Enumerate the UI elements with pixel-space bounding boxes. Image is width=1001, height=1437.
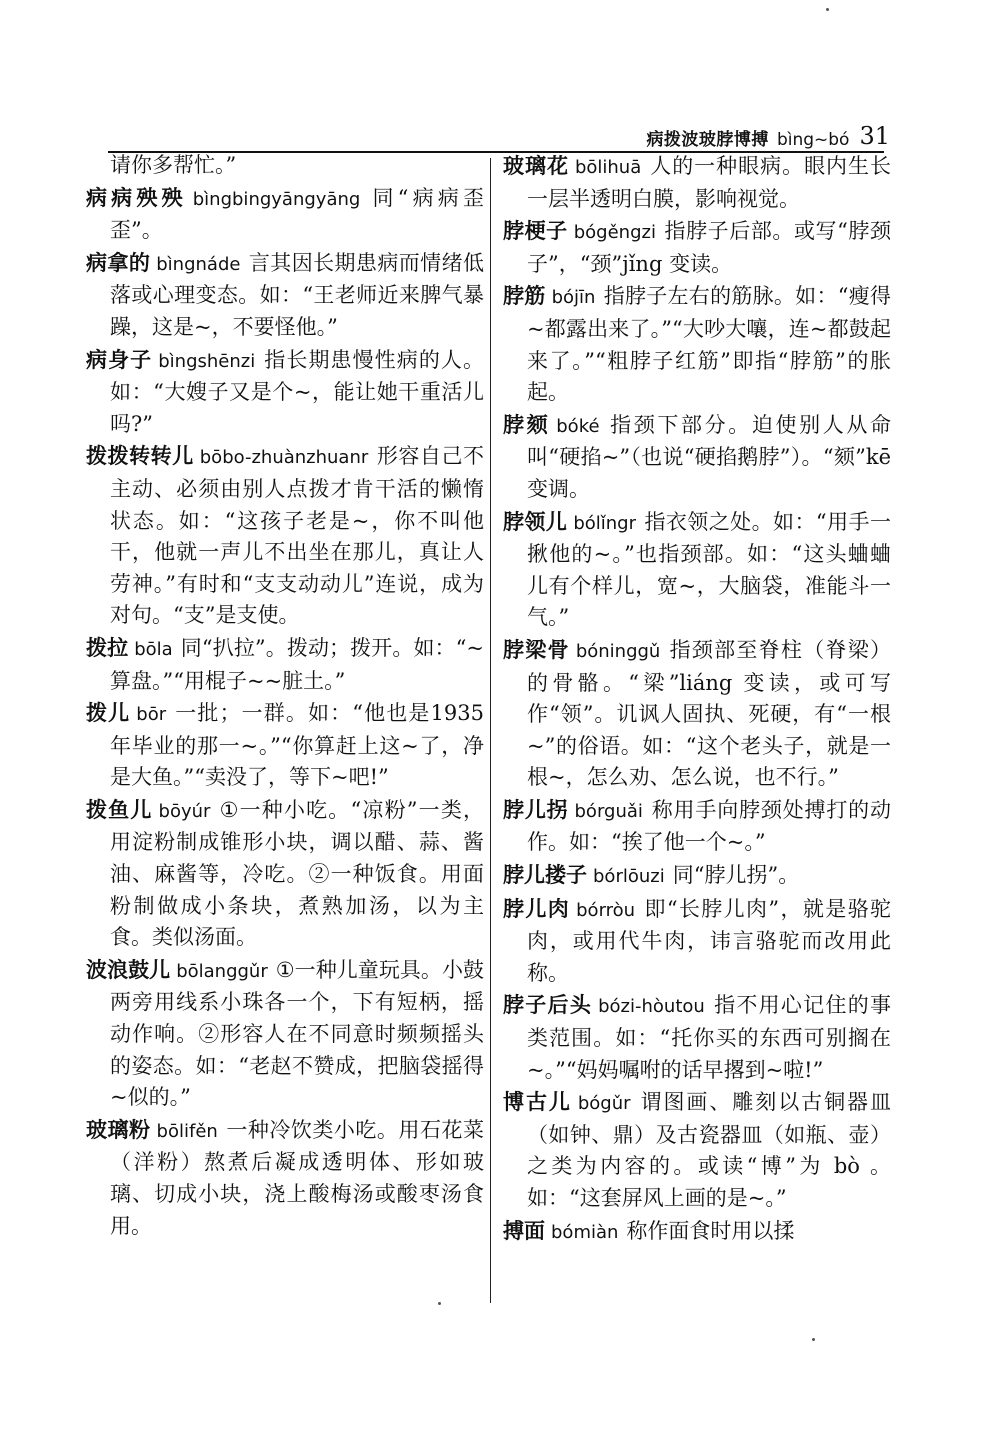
entry-definition: 同“扒拉”。拨动；拨开。如：“~算盘。”“用棍子~~脏土。” [110, 635, 484, 693]
entry-pinyin: bórròu [576, 899, 636, 921]
scan-speck [826, 8, 829, 11]
running-header [600, 120, 890, 150]
dictionary-entry [86, 182, 484, 247]
entry-definition: ①一种小吃。“凉粉”一类，用淀粉制成锥形小块，调以醋、蒜、酱油、麻酱等，冷吃。②一种饭食。用面粉制做成小条块，煮熟加汤，以为主食。类似汤面。 [110, 797, 484, 950]
entry-definition: 指长期患慢性病的人。如：“大嫂子又是个~，能让她干重活儿吗?” [110, 347, 484, 436]
entry-pinyin: bōr [136, 704, 167, 726]
entry-definition: 即“长脖儿肉”，就是骆驼肉，或用代牛肉，讳言骆驼而改用此称。 [527, 896, 891, 985]
dictionary-entry [503, 989, 891, 1086]
entry-headword: 玻璃粉 [86, 1116, 151, 1142]
entry-pinyin: bìngbingyāngyāng [192, 188, 361, 210]
entry-pinyin: bóninggǔ [575, 640, 661, 662]
entry-pinyin: bórlōuzi [593, 866, 665, 888]
dictionary-entry [86, 344, 484, 441]
left-column [86, 150, 484, 1242]
dictionary-entry [503, 409, 891, 506]
entry-pinyin: bógǔr [577, 1093, 631, 1115]
entry-headword: 脖颏 [503, 411, 551, 437]
entry-definition: 一种冷饮类小吃。用石花菜（洋粉）熬煮后凝成透明体、形如玻璃、切成小块，浇上酸梅汤或酸枣汤食用。 [110, 1117, 484, 1238]
dictionary-entry [503, 893, 891, 990]
entry-definition: 同“脖儿拐”。 [672, 863, 800, 888]
entry-headword: 拨儿 [86, 700, 131, 726]
entry-headword: 病身子 [86, 346, 153, 372]
dictionary-entry [86, 1114, 484, 1242]
dictionary-entry [86, 794, 484, 954]
entry-pinyin: bōla [134, 638, 173, 660]
entry-pinyin: bójīn [551, 287, 596, 309]
entry-pinyin: bógěngzi [573, 222, 656, 244]
entry-headword: 玻璃花 [503, 153, 569, 178]
entry-definition: 指脖子后部。或写“脖颈子”，“颈”jǐng 变读。 [527, 219, 891, 276]
dictionary-entry [86, 247, 484, 344]
scan-speck [438, 1302, 441, 1305]
entry-definition: 人的一种眼病。眼内生长一层半透明白膜，影响视觉。 [527, 154, 892, 211]
entry-definition: 指不用心记住的事类范围。如：“托你买的东西可别搁在~。”“妈妈嘱咐的话早撂到~啦!” [527, 993, 892, 1082]
entry-headword: 脖子后头 [503, 992, 593, 1018]
dictionary-entry [86, 632, 484, 697]
entry-definition: 指颈部至脊柱（脊梁）的骨骼。“梁”liáng 变读，或可写作“领”。讥讽人固执、死硬，有“一根~”的俗语。如：“这个老头子，就是一根~，怎么劝、怎么说，也不行。” [527, 637, 892, 790]
entry-pinyin: bórguǎi [574, 800, 643, 822]
entry-headword: 脖梁骨 [503, 636, 570, 662]
dictionary-entry [86, 697, 484, 794]
entry-pinyin: bólǐngr [573, 512, 636, 534]
entry-definition: 指脖子左右的筋脉。如：“瘦得~都露出来了。”“大吵大嚷，连~都鼓起来了。”“粗脖子红筋”即指“脖筋”的胀起。 [527, 284, 891, 405]
entry-pinyin: bìngshēnzi [158, 350, 256, 372]
entry-headword: 脖领儿 [503, 508, 568, 534]
dictionary-entry [86, 954, 484, 1114]
entry-definition: 同“病病歪歪”。 [110, 185, 484, 243]
entry-definition: ①一种儿童玩具。小鼓两旁用线系小珠各一个，下有短柄，摇动作响。②形容人在不同意时频频摇头的姿态。如：“老赵不赞成，把脑袋摇得~似的。” [110, 957, 485, 1110]
entry-pinyin: bōyúr [158, 800, 211, 822]
entry-pinyin: bómiàn [551, 1221, 619, 1243]
dictionary-entry [503, 506, 891, 634]
page-number: 31 [859, 122, 890, 150]
entry-headword: 病拿的 [86, 249, 151, 275]
entry-headword: 拨拉 [86, 634, 129, 660]
entry-headword: 脖梗子 [503, 218, 568, 244]
header-characters: 病拨波玻脖博搏 [646, 130, 769, 150]
entry-definition: 指衣领之处。如：“用手一揪他的~。”也指颈部。如：“这头蛐蛐儿有个样儿，宽~，大脑袋，准能斗一气。” [527, 509, 891, 630]
entry-definition: 称作面食时用以揉 [626, 1218, 795, 1243]
dictionary-entry [503, 1086, 891, 1214]
entry-headword: 搏面 [503, 1217, 545, 1243]
entry-headword: 拨拨转转儿 [86, 443, 194, 469]
entry-pinyin: bōbo-zhuànzhuanr [199, 447, 369, 469]
dictionary-entry [503, 634, 891, 794]
dictionary-entry [86, 150, 484, 182]
entry-headword: 博古儿 [503, 1089, 572, 1115]
dictionary-entry [503, 1215, 891, 1249]
dictionary-entry [503, 150, 891, 215]
entry-headword: 脖儿肉 [503, 895, 571, 921]
entry-headword: 病病殃殃 [86, 184, 187, 210]
dictionary-entry [503, 859, 891, 893]
entry-pinyin: bóké [556, 415, 600, 437]
entry-definition: 指颈下部分。迫使别人从命叫“硬掐~”（也说“硬掐鹅脖”）。“颏”kē 变调。 [527, 412, 892, 501]
entry-definition: 言其因长期患病而情绪低落或心理变态。如：“王老师近来脾气暴躁，这是~，不要怪他。” [110, 250, 485, 339]
entry-definition: 称用手向脖颈处搏打的动作。如：“挨了他一个~。” [527, 797, 892, 855]
entry-pinyin: bōlanggǔr [176, 960, 268, 982]
dictionary-entry [503, 280, 891, 408]
entry-definition: 谓图画、雕刻以古铜器皿（如钟、鼎）及古瓷器皿（如瓶、壶）之类为内容的。或读“博”为 bò 。如：“这套屏风上画的是~。” [527, 1090, 892, 1210]
entry-headword: 波浪鼓儿 [86, 956, 171, 982]
entry-definition: 一批；一群。如：“他也是1935年毕业的那一~。”“你算赶上这~了，净是大鱼。”“卖没了，等下~吧!” [110, 701, 484, 790]
dictionary-entry [503, 215, 891, 280]
entry-definition: 形容自己不主动、必须由别人点拨才肯干活的懒惰状态。如：“这孩子老是~，你不叫他干，他就一声儿不出坐在那儿，真让人劳神。”有时和“支支动动儿”连说，成为对句。“支”是支使。 [110, 444, 485, 628]
dictionary-entry [86, 440, 484, 632]
entry-pinyin: bìngnáde [156, 253, 241, 275]
scan-speck [812, 1338, 815, 1341]
column-divider [490, 158, 491, 1303]
entry-headword: 拨鱼儿 [86, 796, 153, 822]
right-column [503, 150, 891, 1248]
header-pinyin-range: bìng~bó [776, 130, 850, 150]
entry-pinyin: bōlihuā [574, 157, 642, 178]
dictionary-entry [503, 794, 891, 859]
entry-definition: 请你多帮忙。” [110, 153, 237, 177]
entry-headword: 脖筋 [503, 283, 546, 309]
entry-headword: 脖儿拐 [503, 796, 569, 822]
entry-pinyin: bózi-hòutou [598, 996, 705, 1018]
entry-headword: 脖儿搂子 [503, 862, 587, 888]
entry-pinyin: bōlifěn [156, 1120, 218, 1142]
